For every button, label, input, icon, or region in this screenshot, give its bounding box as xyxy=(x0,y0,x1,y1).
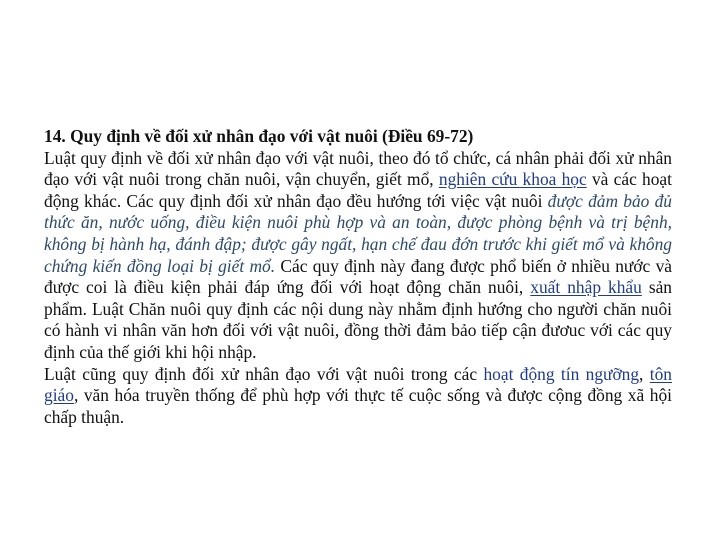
paragraph-1 xyxy=(44,148,672,364)
link-nghien-cuu-khoa-hoc[interactable]: nghiên cứu khoa học xyxy=(438,169,587,190)
paragraph-1-text-c: Các quy định này đang được phổ biến ở nhiều nước và được coi là điều kiện phải đáp ứng đối với hoạt động chăn nuôi, xyxy=(44,255,672,298)
hoat-dong-tin-nguong-text: hoạt động tín ngưỡng xyxy=(483,363,640,384)
link-xuat-nhap-khau[interactable]: xuất nhập khẩu xyxy=(530,277,642,298)
text-block xyxy=(44,126,672,428)
paragraph-1-text-d: sản phẩm. Luật Chăn nuôi quy định các nội dung này nhằm định hướng cho người chăn nuôi có hành vi nhân văn hơn đối với vật nuôi, đồng thời đảm bảo tiếp cận đươuc với các quy định của thế giới khi hội nhập. xyxy=(44,277,673,362)
paragraph-2-text-c: , văn hóa truyền thống để phù hợp với thực tế cuộc sống và được cộng đồng xã hội chấp thuận. xyxy=(44,385,672,427)
link-ton-giao[interactable]: tôn giáo xyxy=(44,363,672,406)
paragraph-1-text-b: và các hoạt động khác. Các quy định đối xử nhân đạo đều hướng tới việc vật nuôi xyxy=(44,169,672,211)
paragraph-2 xyxy=(44,364,672,429)
paragraph-1-text-a: Luật quy định về đối xử nhân đạo với vật nuôi, theo đó tổ chức, cá nhân phải đối xử nhân đạo với vật nuôi trong chăn nuôi, vận chuyển, giết mổ, xyxy=(44,147,672,190)
slide-title: 14. Quy định về đối xử nhân đạo với vật nuôi (Điều 69-72) xyxy=(44,126,474,146)
paragraph-2-text-b: , xyxy=(639,363,650,384)
paragraph-2-text-a: Luật cũng quy định đối xử nhân đạo với vật nuôi trong các xyxy=(44,363,484,384)
paragraph-1-italic: được đảm bảo đủ thức ăn, nước uống, điều kiện nuôi phù hợp và an toàn, được phòng bệnh và trị bệnh, không bị hành hạ, đánh đập; được gây ngất, hạn chế đau đớn trước khi giết mổ và không chứng kiến đồng loại bị giết mổ. xyxy=(44,190,672,276)
